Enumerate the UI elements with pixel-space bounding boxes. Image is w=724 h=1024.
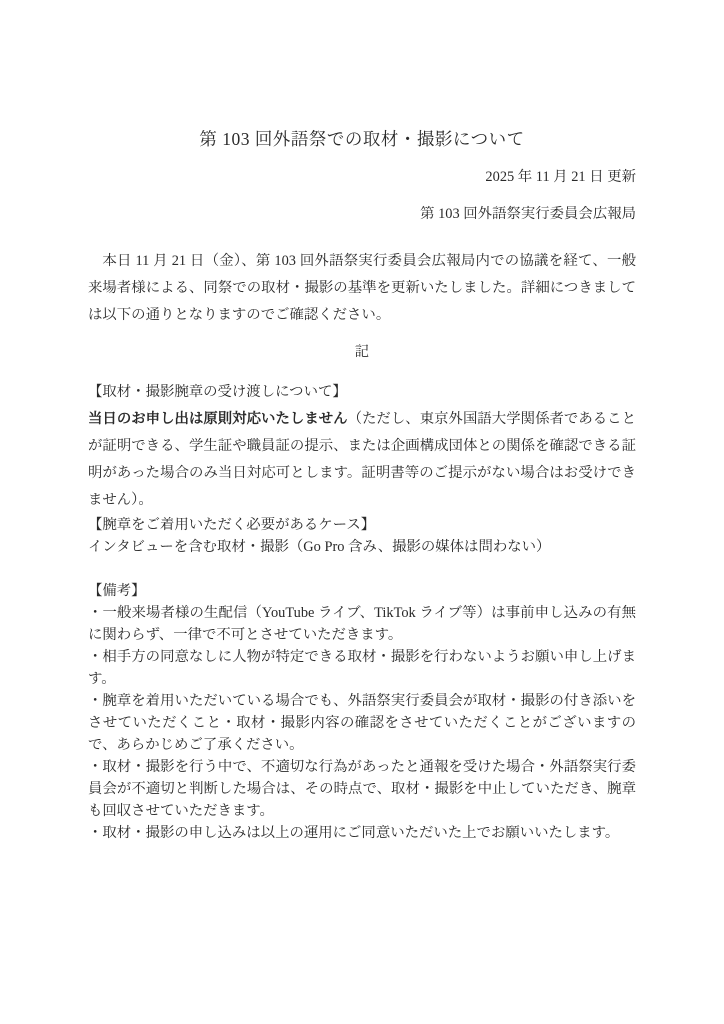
section-body (88, 406, 636, 514)
section-armband-handover (88, 379, 636, 514)
remarks-bullet: ・相手方の同意なしに人物が特定できる取材・撮影を行わないようお願い申し上げます。 (88, 649, 636, 687)
section-remarks (88, 580, 636, 844)
section-heading: 【腕章をご着用いただく必要があるケース】 (88, 517, 376, 533)
author-line: 第 103 回外語祭実行委員会広報局 (420, 206, 636, 222)
updated-date: 2025 年 11 月 21 日 更新 (485, 169, 636, 185)
intro-paragraph: 本日 11 月 21 日（金）、第 103 回外語祭実行委員会広報局内での協議を経て、一般来場者様による、同祭での取材・撮影の基準を更新いたしました。詳細につきましては以下の通りとなりますのでご確認ください。 (88, 253, 636, 323)
section-body: インタビューを含む取材・撮影（Go Pro 含み、撮影の媒体は問わない） (88, 539, 551, 555)
section-heading: 【取材・撮影腕章の受け渡しについて】 (88, 384, 347, 400)
remarks-bullet: ・一般来場者様の生配信（YouTube ライブ、TikTok ライブ等）は事前申し込みの有無に関わらず、一律で不可とさせていただきます。 (88, 605, 636, 643)
section-heading: 【備考】 (88, 583, 146, 599)
remarks-bullet: ・取材・撮影を行う中で、不適切な行為があったと通報を受けた場合・外語祭実行委員会が不適切と判断した場合は、その時点で、取材・撮影を中止していただき、腕章も回収させていただきます。 (88, 759, 636, 819)
section-armband-required-cases (88, 514, 636, 558)
record-marker: 記 (354, 344, 370, 360)
remarks-bullet: ・取材・撮影の申し込みは以上の運用にご同意いただいた上でお願いいたします。 (88, 825, 620, 841)
section-body-text: （ただし、東京外国語大学関係者であることが証明できる、学生証や職員証の提示、または企画構成団体との関係を確認できる証明があった場合のみ当日対応可とします。証明書等のご提示がない場合はお受けできません）。 (88, 411, 636, 508)
bold-lead-text: 当日のお申し出は原則対応いたしません (88, 411, 348, 427)
page-title: 第 103 回外語祭での取材・撮影について (199, 129, 525, 149)
remarks-bullet: ・腕章を着用いただいている場合でも、外語祭実行委員会が取材・撮影の付き添いをさせていただくこと・取材・撮影内容の確認をさせていただくことがございますので、あらかじめご了承ください。 (88, 693, 636, 753)
